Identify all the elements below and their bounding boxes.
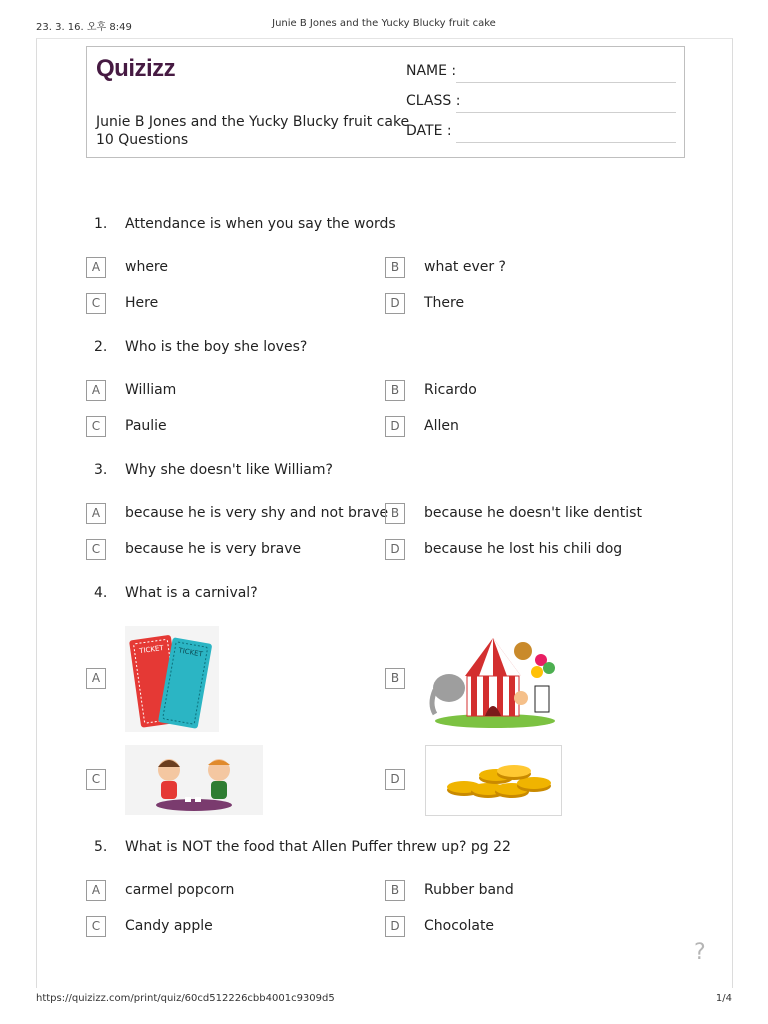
option-letter: D (385, 539, 405, 560)
q5-option-a[interactable] (86, 880, 386, 902)
question-5-number: 5. (94, 839, 108, 855)
option-text: because he is very shy and not brave (125, 505, 389, 521)
option-letter: A (86, 668, 106, 689)
kids-playing-image (125, 745, 263, 815)
gold-coins-image (425, 745, 562, 816)
option-text: because he lost his chili dog (424, 541, 623, 557)
option-letter: A (86, 880, 106, 901)
option-text: Paulie (125, 418, 167, 434)
option-letter: D (385, 916, 405, 937)
option-letter: D (385, 769, 405, 790)
question-3-text: Why she doesn't like William? (125, 462, 333, 478)
date-field[interactable] (406, 123, 676, 143)
option-letter: D (385, 293, 405, 314)
print-url: https://quizizz.com/print/quiz/60cd512226cbb4001c9309d5 (36, 993, 335, 1004)
q3-option-c[interactable] (86, 539, 386, 561)
option-text: what ever ? (424, 259, 506, 275)
question-3-number: 3. (94, 462, 108, 478)
option-letter: C (86, 769, 106, 790)
option-text: carmel popcorn (125, 882, 235, 898)
option-text: Rubber band (424, 882, 514, 898)
quiz-header-box (86, 46, 685, 158)
q1-option-b[interactable] (385, 257, 685, 279)
q2-option-c[interactable] (86, 416, 386, 438)
q2-option-a[interactable] (86, 380, 386, 402)
question-1-text: Attendance is when you say the words (125, 216, 396, 232)
option-text: where (125, 259, 168, 275)
option-letter: C (86, 416, 106, 437)
print-footer (36, 993, 732, 1007)
q1-option-a[interactable] (86, 257, 386, 279)
question-4-text: What is a carnival? (125, 585, 258, 601)
print-doc-title: Junie B Jones and the Yucky Blucky fruit cake (272, 18, 496, 29)
q1-option-c[interactable] (86, 293, 386, 315)
class-line (456, 112, 676, 113)
option-text: Candy apple (125, 918, 213, 934)
option-letter: A (86, 503, 106, 524)
question-4-number: 4. (94, 585, 108, 601)
page-counter: 1/4 (715, 993, 732, 1004)
option-letter: C (86, 293, 106, 314)
help-icon[interactable]: ? (694, 940, 706, 965)
q5-option-b[interactable] (385, 880, 685, 902)
q2-option-b[interactable] (385, 380, 685, 402)
print-header (36, 18, 732, 32)
option-letter: B (385, 503, 405, 524)
quizizz-logo: Quizizz (96, 55, 176, 82)
name-label: NAME : (406, 63, 457, 79)
name-field[interactable] (406, 63, 676, 83)
q5-option-d[interactable] (385, 916, 685, 938)
option-letter: B (385, 880, 405, 901)
tickets-image (125, 626, 219, 732)
option-text: because he doesn't like dentist (424, 505, 642, 521)
option-text: There (424, 295, 465, 311)
option-letter: B (385, 257, 405, 278)
ticket-label: TICKET (177, 646, 204, 659)
name-line (456, 82, 676, 83)
option-text: Here (125, 295, 159, 311)
q5-option-c[interactable] (86, 916, 386, 938)
question-count: 10 Questions (96, 132, 189, 148)
print-date: 23. 3. 16. 오후 8:49 (36, 22, 132, 33)
option-letter: A (86, 380, 106, 401)
q1-option-d[interactable] (385, 293, 685, 315)
date-line (456, 142, 676, 143)
option-letter: B (385, 380, 405, 401)
question-2-text: Who is the boy she loves? (125, 339, 308, 355)
option-text: Chocolate (424, 918, 495, 934)
class-field[interactable] (406, 93, 676, 113)
option-text: Ricardo (424, 382, 477, 398)
circus-tent-image (425, 626, 562, 731)
option-letter: C (86, 539, 106, 560)
q3-option-b[interactable] (385, 503, 685, 525)
date-label: DATE : (406, 123, 452, 139)
q3-option-d[interactable] (385, 539, 685, 561)
option-letter: A (86, 257, 106, 278)
option-letter: D (385, 416, 405, 437)
q3-option-a[interactable] (86, 503, 389, 525)
option-text: William (125, 382, 177, 398)
q2-option-d[interactable] (385, 416, 685, 438)
class-label: CLASS : (406, 93, 461, 109)
option-letter: B (385, 668, 405, 689)
option-letter: C (86, 916, 106, 937)
question-2-number: 2. (94, 339, 108, 355)
question-1-number: 1. (94, 216, 108, 232)
ticket-label: TICKET (138, 643, 165, 656)
quiz-title: Junie B Jones and the Yucky Blucky fruit cake (96, 114, 410, 130)
option-text: because he is very brave (125, 541, 302, 557)
option-text: Allen (424, 418, 459, 434)
question-5-text: What is NOT the food that Allen Puffer threw up? pg 22 (125, 839, 511, 855)
